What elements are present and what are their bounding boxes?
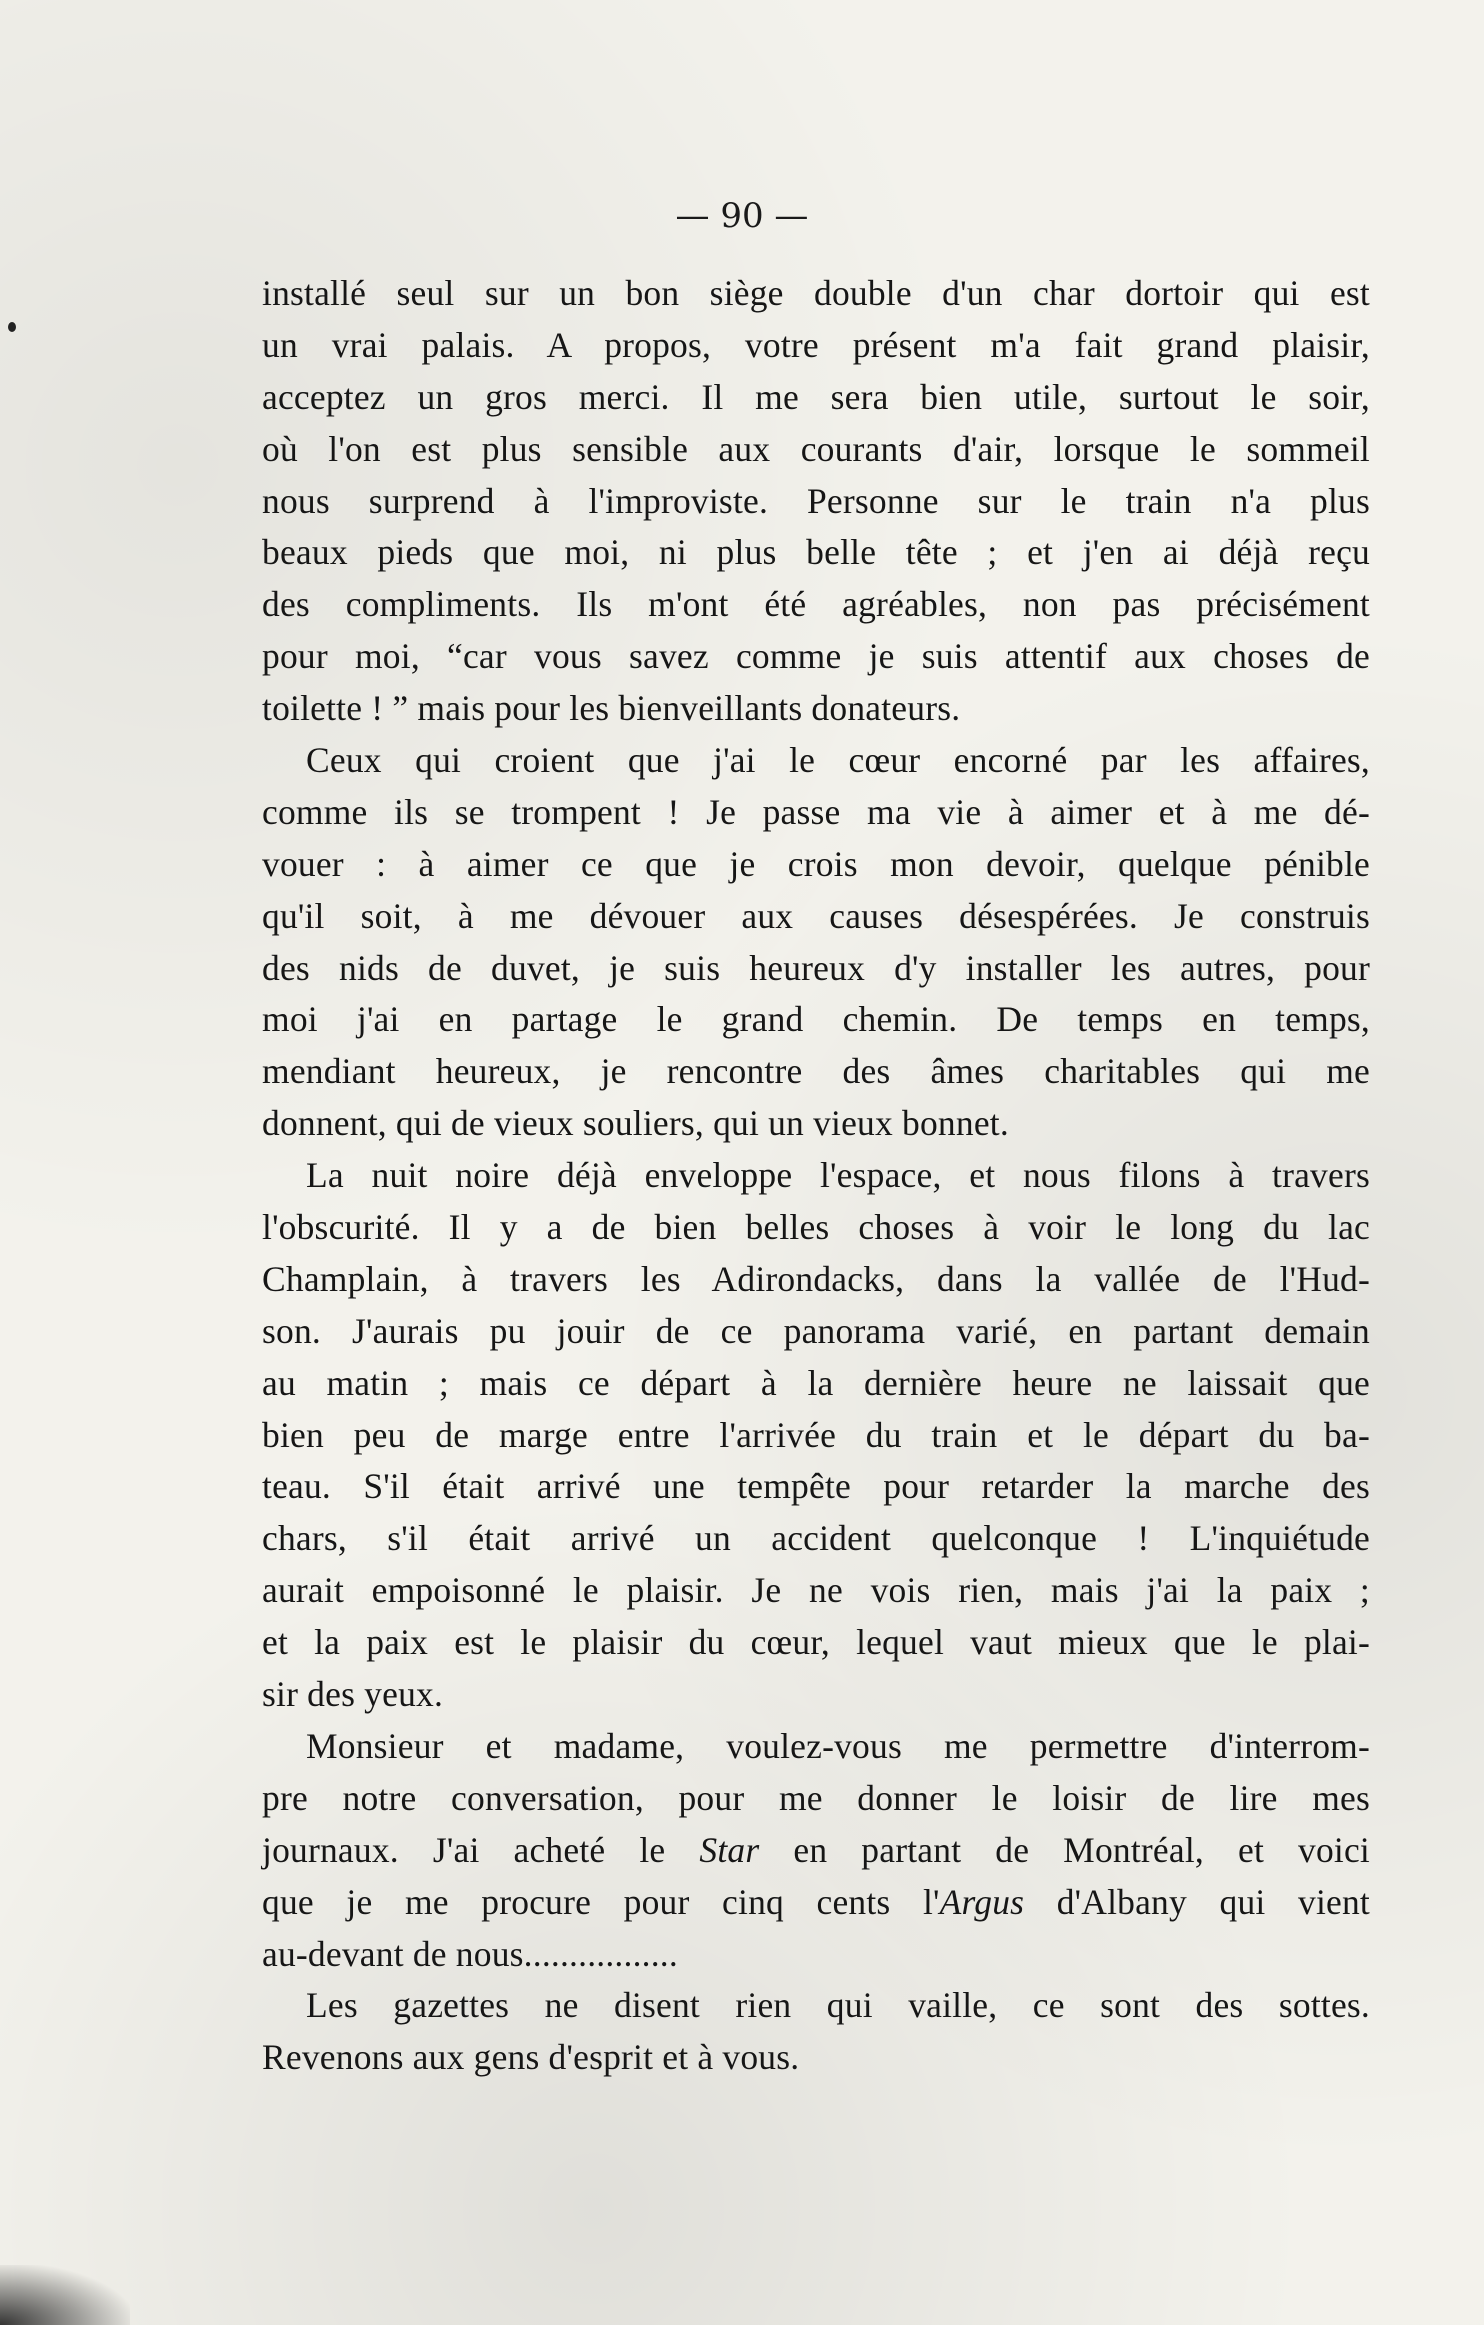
text-line: La nuit noire déjà enveloppe l'espace, et nous filons à travers: [306, 1155, 1370, 1196]
body-text: [262, 268, 1370, 2084]
text-line: Ceux qui croient que j'ai le cœur encorné par les affaires,: [306, 740, 1370, 781]
text-line: installé seul sur un bon siège double d'un char dortoir qui est: [262, 273, 1370, 313]
text-line: chars, s'il était arrivé un accident quelconque ! L'inquiétude: [262, 1518, 1370, 1559]
text-line: un vrai palais. A propos, votre présent m'a fait grand plaisir,: [262, 324, 1370, 365]
text-line: aurait empoisonné le plaisir. Je ne vois rien, mais j'ai la paix ;: [262, 1570, 1370, 1611]
text-line: sir des yeux.: [262, 1674, 444, 1715]
text-line: que je me procure pour cinq cents l'Argus d'Albany qui vient: [262, 1881, 1370, 1922]
text-line: Monsieur et madame, voulez-vous me permettre d'interrom-: [306, 1725, 1370, 1766]
text-line: bien peu de marge entre l'arrivée du train et le départ du ba-: [262, 1414, 1370, 1455]
text-line: des compliments. Ils m'ont été agréables, non pas précisément: [262, 584, 1370, 625]
text-line: mendiant heureux, je rencontre des âmes charitables qui me: [262, 1051, 1370, 1092]
text-line: son. J'aurais pu jouir de ce panorama varié, en partant demain: [262, 1310, 1370, 1351]
text-line: au matin ; mais ce départ à la dernière heure ne laissait que: [262, 1362, 1370, 1403]
margin-speck: [8, 322, 16, 332]
scan-corner-shadow: [0, 2265, 130, 2325]
text-line: nous surprend à l'improviste. Personne sur le train n'a plus: [262, 480, 1370, 521]
text-line: pre notre conversation, pour me donner le loisir de lire mes: [262, 1777, 1370, 1818]
text-line: Revenons aux gens d'esprit et à vous.: [262, 2037, 800, 2078]
text-line: Champlain, à travers les Adirondacks, dans la vallée de l'Hud-: [262, 1258, 1370, 1299]
paragraph: [262, 735, 1370, 1150]
text-line: toilette ! ” mais pour les bienveillants donateurs.: [262, 688, 961, 729]
text-line: l'obscurité. Il y a de bien belles choses à voir le long du lac: [262, 1207, 1370, 1248]
text-line: donnent, qui de vieux souliers, qui un vieux bonnet.: [262, 1103, 1009, 1144]
text-line: des nids de duvet, je suis heureux d'y installer les autres, pour: [262, 947, 1370, 988]
text-line: et la paix est le plaisir du cœur, lequel vaut mieux que le plai-: [262, 1622, 1370, 1663]
text-line: vouer : à aimer ce que je crois mon devoir, quelque pénible: [262, 843, 1370, 884]
text-line: au-devant de nous.................: [262, 1933, 678, 1974]
text-line: journaux. J'ai acheté le Star en partant de Montréal, et voici: [262, 1829, 1370, 1870]
text-line: teau. S'il était arrivé une tempête pour retarder la marche des: [262, 1466, 1370, 1507]
text-line: comme ils se trompent ! Je passe ma vie à aimer et à me dé-: [262, 791, 1370, 832]
text-line: beaux pieds que moi, ni plus belle tête ; et j'en ai déjà reçu: [262, 532, 1370, 573]
text-line: qu'il soit, à me dévouer aux causes désespérées. Je construis: [262, 895, 1370, 936]
paragraph: [262, 1721, 1370, 1980]
text-line: où l'on est plus sensible aux courants d'air, lorsque le sommeil: [262, 428, 1370, 469]
text-line: Les gazettes ne disent rien qui vaille, ce sont des sottes.: [306, 1985, 1370, 2026]
paragraph: [262, 1150, 1370, 1721]
text-line: acceptez un gros merci. Il me sera bien utile, surtout le soir,: [262, 376, 1370, 417]
page-number: — 90 —: [675, 196, 809, 236]
paragraph: [262, 268, 1370, 735]
text-line: pour moi, “car vous savez comme je suis attentif aux choses de: [262, 636, 1370, 677]
text-line: moi j'ai en partage le grand chemin. De temps en temps,: [262, 999, 1370, 1040]
paragraph: [262, 1980, 1370, 2084]
